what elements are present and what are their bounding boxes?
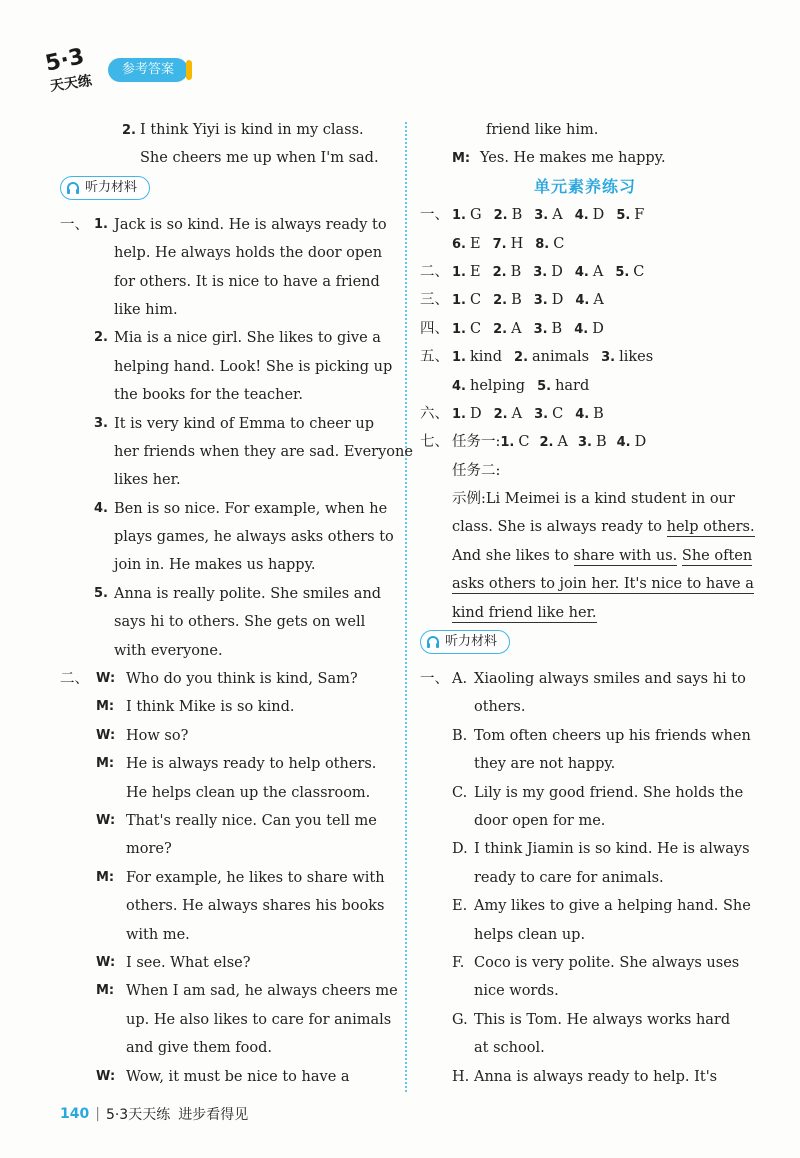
section-label: 四、 [420, 320, 449, 337]
section-label: 二、 [60, 671, 89, 688]
text-line [60, 466, 395, 494]
underlined-text: She often [681, 547, 753, 564]
item-text: her friends when they are sad. Everyone [114, 443, 413, 460]
item-text: ready to care for animals. [474, 869, 664, 886]
answer-value: A [552, 207, 563, 224]
item-text: helps clean up. [474, 926, 586, 943]
speaker-label: W: [96, 1068, 116, 1084]
footer-separator: | [95, 1106, 100, 1122]
svg-text:5·3: 5·3 [43, 44, 87, 77]
section-label: 七、 [420, 434, 449, 451]
text-line [60, 523, 395, 551]
item-letter: E. [452, 898, 468, 915]
text-line [420, 665, 750, 693]
answer-number: 5. [616, 208, 631, 224]
answer-item [452, 207, 482, 223]
underlined-text: kind friend like her. [452, 604, 597, 621]
item-text: Ben is so nice. For example, when he [114, 500, 388, 517]
item-text: the books for the teacher. [114, 387, 303, 404]
item-text: plays games, he always asks others to [114, 529, 394, 546]
answer-value: B [511, 292, 522, 309]
item-text: they are not happy. [474, 756, 616, 773]
answer-item [574, 321, 604, 337]
dialog-line [60, 864, 395, 892]
page-number: 140 [60, 1106, 90, 1122]
speaker-label: M: [96, 983, 115, 999]
answer-value: C [633, 263, 645, 280]
dialog-line [60, 921, 395, 949]
item-text: I think Yiyi is kind in my class. [140, 122, 364, 138]
text-line [420, 835, 750, 863]
answer-item [493, 236, 524, 252]
answer-value: H [510, 235, 524, 252]
item-number: 4. [94, 500, 108, 516]
answer-row [420, 230, 750, 258]
speaker-label: M: [96, 699, 115, 715]
unit-practice-title: 单元素养练习 [533, 176, 636, 196]
item-text: Tom often cheers up his friends when [474, 727, 751, 744]
item-text: for others. It is nice to have a friend [114, 273, 380, 290]
answer-value: E [469, 235, 481, 252]
answer-item [534, 406, 563, 422]
item-text: Anna is really polite. She smiles and [114, 585, 382, 602]
answer-number: 1. [500, 435, 515, 451]
answer-number: 1. [452, 293, 466, 309]
answer-value: D [469, 405, 482, 422]
example-text: class. She is always ready to [452, 519, 667, 536]
text-line [60, 211, 395, 239]
answer-item [514, 349, 589, 365]
item-letter: B. [452, 727, 468, 744]
answer-item [493, 321, 521, 337]
answer-value: D [551, 263, 563, 280]
item-number: 5. [94, 585, 108, 601]
section-label: 一、 [60, 216, 89, 233]
headphones-icon [425, 634, 441, 650]
section-label: 三、 [420, 292, 449, 309]
answer-number: 4. [574, 321, 589, 337]
speaker-label: W: [96, 727, 116, 743]
item-text: Anna is always ready to help. It's [474, 1068, 718, 1085]
answer-number: 2. [493, 208, 508, 224]
text-line [60, 381, 395, 409]
answer-value: C [469, 292, 482, 309]
dialog-text: Who do you think is kind, Sam? [126, 671, 358, 688]
answer-value: C [553, 235, 565, 252]
dialog-line [60, 665, 395, 693]
dialog-line [60, 750, 395, 778]
task1-label: 任务一: [452, 434, 501, 451]
example-text: 示例:Li Meimei is a kind student in our [452, 491, 735, 508]
dialog-line [60, 835, 395, 863]
answer-number: 4. [452, 378, 466, 394]
item-letter: H. [452, 1068, 470, 1085]
item-number: 1. [94, 216, 108, 232]
dialog-text: more? [126, 841, 172, 858]
dialog-text: up. He also likes to care for animals [126, 1011, 392, 1028]
answer-number: 6. [452, 236, 466, 252]
text-line [60, 239, 395, 267]
answer-row [420, 286, 750, 314]
answer-item [537, 378, 589, 394]
answer-value: B [551, 320, 563, 337]
answer-value: A [593, 292, 604, 309]
item-text: others. [474, 699, 526, 716]
answer-item [539, 434, 567, 450]
item-text: This is Tom. He always works hard [474, 1011, 731, 1028]
answer-number: 1. [452, 406, 466, 422]
text-line [420, 722, 750, 750]
item-text: door open for me. [474, 812, 606, 829]
answer-number: 3. [533, 293, 548, 309]
answer-item [535, 236, 564, 252]
answer-value: B [595, 434, 607, 451]
item-text: It is very kind of Emma to cheer up [114, 415, 375, 432]
answer-number: 1. [452, 350, 466, 366]
text-line [60, 353, 395, 381]
example-line [420, 542, 753, 570]
answer-row [420, 372, 750, 400]
answer-item [494, 406, 522, 422]
answer-number: 3. [533, 264, 548, 280]
text-line [420, 921, 750, 949]
text-line [60, 324, 395, 352]
answer-item [452, 264, 481, 280]
listening-badge-right: 听力材料 [420, 630, 510, 654]
example-line [420, 485, 750, 513]
item-number: 2. [94, 330, 108, 346]
footer-slogan: 进步看得见 [178, 1107, 249, 1123]
answer-number: 4. [575, 293, 590, 309]
answer-item [533, 264, 563, 280]
answer-value: A [511, 405, 523, 422]
answer-number: 3. [577, 435, 592, 451]
item-text: like him. [114, 301, 178, 318]
underlined-text: help others. [666, 519, 755, 536]
listening-badge-left: 听力材料 [60, 176, 150, 200]
speaker-label: W: [96, 671, 116, 687]
item-number: 2. [122, 123, 136, 138]
text-line [60, 551, 395, 579]
answer-row [420, 343, 750, 371]
dialog-text: I see. What else? [126, 954, 251, 971]
answer-item [575, 207, 605, 223]
answer-item [493, 264, 522, 280]
dialog-line [60, 722, 395, 750]
item-letter: C. [452, 784, 468, 801]
answer-number: 3. [534, 208, 549, 224]
text-line [420, 779, 750, 807]
text-line [420, 949, 750, 977]
continued-line: friend like him. [486, 122, 599, 138]
dialog-text: He helps clean up the classroom. [126, 784, 371, 801]
answer-value: B [511, 207, 523, 224]
item-text: says hi to others. She gets on well [114, 614, 366, 631]
task1-row [420, 428, 750, 456]
answer-number: 4. [575, 406, 590, 422]
answer-row [420, 258, 750, 286]
dialog-line [60, 693, 395, 721]
dialog-text: with me. [126, 926, 190, 943]
answer-value: likes [619, 349, 654, 366]
answer-item [452, 321, 481, 337]
item-text: Jack is so kind. He is always ready to [114, 216, 387, 233]
speaker-label: M: [96, 756, 115, 772]
answer-item [575, 406, 604, 422]
text-line [420, 750, 750, 778]
answer-value: helping [469, 377, 526, 394]
answer-item [494, 207, 523, 223]
answer-list [420, 201, 750, 428]
speaker-label: W: [96, 954, 116, 970]
text-line [60, 637, 395, 665]
answer-item [575, 292, 603, 308]
answer-item [617, 434, 647, 450]
speaker-label: W: [96, 812, 116, 828]
answer-number: 3. [533, 321, 548, 337]
item-text: Coco is very polite. She always uses [474, 954, 740, 971]
answer-value: F [634, 207, 645, 224]
answer-number: 4. [574, 208, 589, 224]
answer-number: 5. [615, 264, 630, 280]
text-line [420, 1034, 750, 1062]
answer-value: D [592, 207, 605, 224]
speaker-label: M: [96, 869, 115, 885]
answer-value: A [511, 320, 522, 337]
answer-item [601, 349, 653, 365]
footer-brand: 5·3天天练 [105, 1107, 171, 1123]
answer-value: D [592, 320, 604, 337]
answer-number: 4. [574, 264, 589, 280]
answer-number: 4. [616, 435, 631, 451]
answer-value: animals [532, 349, 590, 366]
answer-number: 2. [493, 406, 508, 422]
item-text: Xiaoling always smiles and says hi to [474, 671, 746, 688]
dialog-line [60, 1034, 395, 1062]
dialog-line [60, 892, 395, 920]
answer-item [452, 236, 481, 252]
svg-text:天天练: 天天练 [49, 73, 93, 94]
item-text: likes her. [114, 472, 181, 489]
answer-item [615, 264, 644, 280]
answer-value: D [551, 292, 564, 309]
answer-item [500, 434, 529, 450]
dialog-text: Wow, it must be nice to have a [126, 1068, 350, 1085]
top-item [60, 116, 395, 173]
answer-row [420, 315, 750, 343]
text-line [60, 410, 395, 438]
item-text: nice words. [474, 983, 559, 1000]
right-column [420, 116, 755, 1091]
answer-value: E [469, 263, 481, 280]
text-line [60, 268, 395, 296]
text-line [420, 1063, 750, 1091]
item-text: join in. He makes us happy. [114, 557, 316, 574]
listening-section-2 [60, 665, 398, 1091]
dialog-line [60, 807, 395, 835]
dialog-text: and give them food. [126, 1040, 272, 1057]
section-label: 二、 [420, 263, 449, 280]
text-line [60, 116, 395, 144]
underlined-text: asks others to join her. It's nice to have a [452, 576, 754, 593]
answer-value: kind [469, 349, 503, 366]
answer-item [534, 321, 563, 337]
item-text: helping hand. Look! She is picking up [114, 358, 393, 375]
answer-row [420, 400, 750, 428]
answer-item [493, 292, 522, 308]
text-line [420, 977, 750, 1005]
answer-number: 2. [493, 321, 508, 337]
item-letter: A. [452, 671, 468, 688]
item-text: Lily is my good friend. She holds the [474, 784, 744, 801]
section-label: 五、 [420, 349, 449, 366]
text-line [420, 892, 750, 920]
text-line [420, 693, 750, 721]
item-letter: F. [452, 954, 465, 971]
dialog-line [60, 779, 395, 807]
dialog-line: M: Yes. He makes me happy. [452, 150, 666, 167]
answer-number: 5. [537, 378, 552, 394]
section-label: 一、 [420, 207, 449, 224]
answer-item [616, 207, 644, 223]
left-column [60, 116, 413, 1091]
text-line [420, 1006, 750, 1034]
answer-item [452, 378, 525, 394]
text-line [60, 608, 395, 636]
answer-number: 1. [452, 264, 466, 280]
brand-logo [40, 44, 102, 94]
task2-label-row [420, 457, 750, 485]
section-7 [420, 428, 755, 627]
answer-item [578, 434, 607, 450]
dialog-text: I think Mike is so kind. [126, 699, 295, 716]
item-text: Mia is a nice girl. She likes to give a [114, 330, 381, 347]
answer-item [575, 264, 603, 280]
answer-value: B [510, 263, 522, 280]
dialog-line [60, 1006, 395, 1034]
example-line [420, 570, 754, 598]
answer-number: 2. [493, 293, 508, 309]
item-text: Amy likes to give a helping hand. She [474, 898, 751, 915]
dialog-text: He is always ready to help others. [126, 756, 377, 773]
underlined-text: share with us. [573, 547, 678, 564]
dialog-text: others. He always shares his books [126, 898, 385, 915]
page-footer [60, 1104, 248, 1124]
headphones-icon [65, 180, 81, 196]
column-divider [405, 122, 407, 1092]
answer-item [452, 292, 481, 308]
answer-number: 7. [492, 236, 507, 252]
listening-section-right [420, 665, 750, 1091]
answer-value: hard [555, 377, 590, 394]
answer-value: C [469, 320, 482, 337]
answer-value: D [634, 434, 647, 451]
answer-number: 2. [514, 350, 529, 366]
item-number: 3. [94, 415, 108, 431]
dialog-line [60, 949, 395, 977]
section-label: 六、 [420, 405, 449, 422]
task2-label: 任务二: [452, 462, 501, 479]
text-line [420, 864, 750, 892]
answer-number: 2. [492, 264, 507, 280]
answer-number: 3. [534, 406, 549, 422]
answer-value: C [518, 434, 530, 451]
item-letter: D. [452, 841, 468, 858]
answer-row [420, 201, 750, 229]
section-label: 一、 [420, 671, 449, 688]
item-text: at school. [474, 1040, 545, 1057]
answer-number: 1. [452, 208, 466, 224]
dialog-line [60, 1063, 395, 1091]
listening-section-1 [60, 211, 413, 665]
dialog-text: For example, he likes to share with [126, 869, 385, 886]
item-letter: G. [452, 1011, 468, 1028]
dialog-text: When I am sad, he always cheers me [126, 983, 398, 1000]
answer-item [452, 406, 482, 422]
answer-item [452, 349, 502, 365]
answer-value: G [469, 207, 482, 224]
item-text: help. He always holds the door open [114, 245, 383, 262]
item-text: with everyone. [114, 642, 223, 659]
example-text: And she likes to [452, 547, 574, 564]
answer-item [534, 207, 562, 223]
answer-number: 2. [539, 435, 554, 451]
answer-item [534, 292, 564, 308]
text-line [420, 807, 750, 835]
answer-value: C [552, 405, 564, 422]
item-text: She cheers me up when I'm sad. [140, 150, 379, 167]
item-text: I think Jiamin is so kind. He is always [474, 841, 750, 858]
example-line [420, 513, 755, 541]
answer-value: B [593, 405, 604, 422]
answer-number: 8. [535, 236, 550, 252]
text-line [60, 438, 413, 466]
answer-value: A [557, 434, 568, 451]
text-line [60, 296, 395, 324]
answer-key-tag: 参考答案 [108, 58, 188, 82]
answer-number: 1. [452, 321, 466, 337]
dialog-text: That's really nice. Can you tell me [126, 812, 377, 829]
dialog-line [60, 977, 398, 1005]
answer-number: 3. [601, 350, 616, 366]
text-line [60, 495, 395, 523]
dialog-text: How so? [126, 727, 189, 744]
text-line [60, 580, 395, 608]
answer-value: A [592, 263, 604, 280]
